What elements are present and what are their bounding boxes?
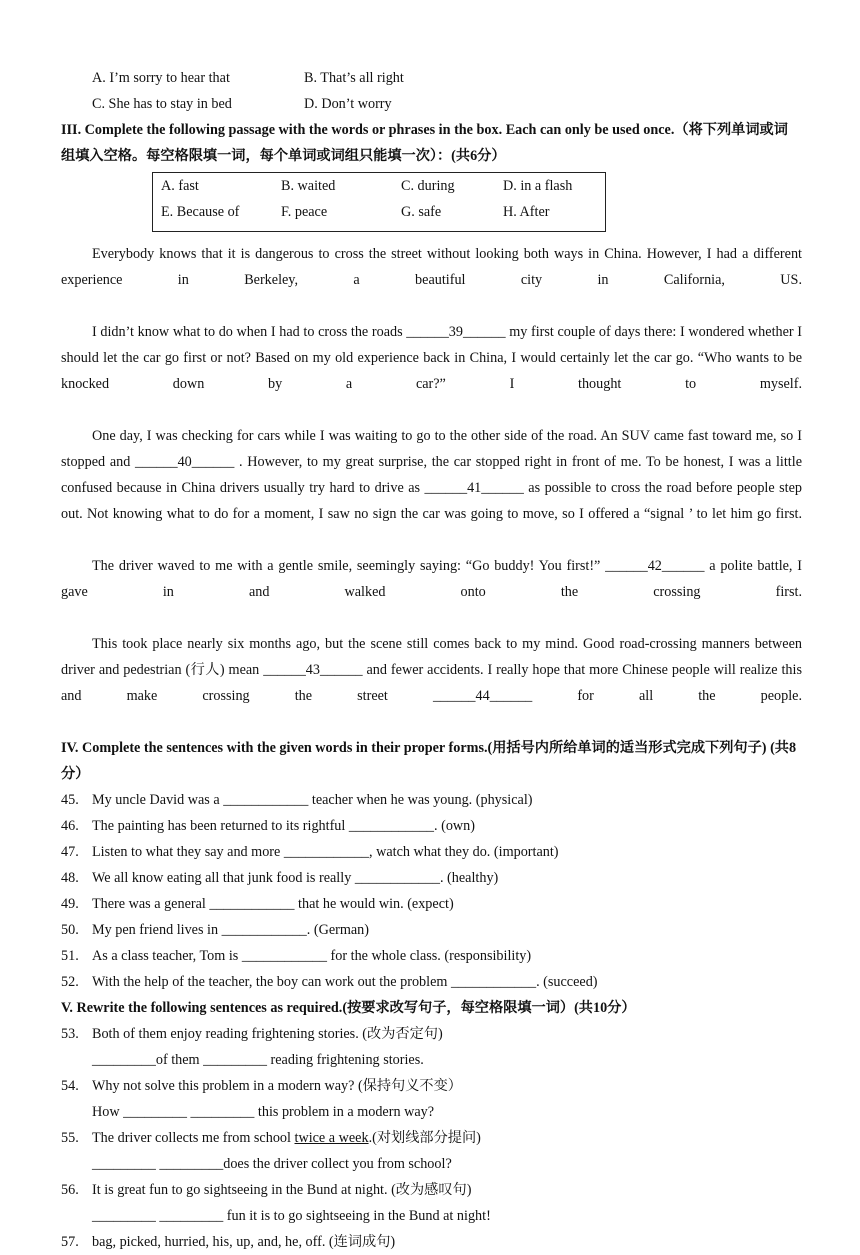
- question-54-answer: How _________ _________ this problem in a modern way?: [92, 1104, 435, 1120]
- question-47: [61, 839, 802, 865]
- question-text: Both of them enjoy reading frightening stories. (改为否定句): [92, 1026, 443, 1042]
- options-row-2: [61, 91, 802, 117]
- question-52: [61, 969, 802, 995]
- question-46: [61, 813, 802, 839]
- option-c: C. She has to stay in bed: [92, 96, 232, 112]
- word-b: B. waited: [281, 178, 336, 194]
- question-number: 56.: [61, 1182, 79, 1198]
- question-53: [61, 1021, 802, 1047]
- question-number: 51.: [61, 948, 79, 964]
- question-text: The painting has been returned to its rightful ____________. (own): [92, 818, 475, 834]
- question-number: 54.: [61, 1078, 79, 1094]
- question-text: With the help of the teacher, the boy can work out the problem ____________. (succeed): [92, 974, 598, 990]
- question-text: We all know eating all that junk food is really ____________. (healthy): [92, 870, 499, 886]
- passage-paragraph-4: The driver waved to me with a gentle smile, seemingly saying: “Go buddy! You first!” ______42______ a polite battle, I gave in and walked onto the crossing first.: [61, 558, 802, 600]
- question-text: Why not solve this problem in a modern way? (保持句义不变）: [92, 1078, 462, 1094]
- passage-paragraph-3: One day, I was checking for cars while I was waiting to go to the other side of the road. An SUV came fast toward me, so I stopped and ______40______ . However, to my great surprise, the car stopped right in front of me. To be honest, I was a little confused because in China drivers usually try hard to drive as ______41______ as possible to cross the road before people step out. Not knowing what to do for a moment, I saw no sign the car was going to move, so I offered a “signal ’ to let him go first.: [61, 428, 802, 522]
- question-number: 47.: [61, 844, 79, 860]
- question-54: [61, 1073, 802, 1099]
- question-number: 52.: [61, 974, 79, 990]
- question-text: My uncle David was a ____________ teacher when he was young. (physical): [92, 792, 533, 808]
- question-number: 57.: [61, 1234, 79, 1250]
- word-box: [152, 172, 606, 232]
- question-text: Listen to what they say and more ____________, watch what they do. (important): [92, 844, 559, 860]
- question-number: 48.: [61, 870, 79, 886]
- question-45: [61, 787, 802, 813]
- word-c: C. during: [401, 178, 455, 194]
- question-text: My pen friend lives in ____________. (German): [92, 922, 369, 938]
- question-49: [61, 891, 802, 917]
- question-56-answer: _________ _________ fun it is to go sightseeing in the Bund at night!: [92, 1208, 491, 1224]
- question-number: 49.: [61, 896, 79, 912]
- word-box-wrapper: [61, 169, 802, 241]
- option-a: A. I’m sorry to hear that: [92, 70, 230, 86]
- passage-paragraph-1: Everybody knows that it is dangerous to cross the street without looking both ways in China. However, I had a different experience in Berkeley, a beautiful city in California, US.: [61, 246, 802, 288]
- question-text: bag, picked, hurried, his, up, and, he, off. (连词成句): [92, 1234, 396, 1250]
- passage-paragraph-5: This took place nearly six months ago, but the scene still comes back to my mind. Good road-crossing manners between driver and pedestrian (行人) mean ______43______ and fewer accidents. I really hope that more Chinese people will realize this and make crossing the street ______44______ for all the people.: [61, 636, 802, 704]
- word-d: D. in a flash: [503, 178, 573, 194]
- word-box-row-1: [161, 173, 605, 199]
- question-text: As a class teacher, Tom is ____________ for the whole class. (responsibility): [92, 948, 532, 964]
- word-box-row-2: [161, 199, 605, 225]
- word-a: A. fast: [161, 178, 199, 194]
- question-number: 45.: [61, 792, 79, 808]
- question-51: [61, 943, 802, 969]
- section-4-heading: IV. Complete the sentences with the given words in their proper forms.(用括号内所给单词的适当形式完成下列句子) (共8分）: [61, 740, 797, 782]
- question-number: 50.: [61, 922, 79, 938]
- option-b: B. That’s all right: [304, 70, 404, 86]
- question-number: 53.: [61, 1026, 79, 1042]
- question-53-answer: _________of them _________ reading frightening stories.: [92, 1052, 424, 1068]
- question-number: 46.: [61, 818, 79, 834]
- word-f: F. peace: [281, 204, 328, 220]
- question-text: There was a general ____________ that he would win. (expect): [92, 896, 454, 912]
- question-48: [61, 865, 802, 891]
- question-57: [61, 1229, 802, 1255]
- question-55: [61, 1125, 802, 1151]
- question-56: [61, 1177, 802, 1203]
- section-5-heading: V. Rewrite the following sentences as required.(按要求改写句子，每空格限填一词）(共10分）: [61, 1000, 636, 1016]
- question-50: [61, 917, 802, 943]
- exam-page: [61, 65, 802, 1255]
- option-d: D. Don’t worry: [304, 96, 392, 112]
- word-g: G. safe: [401, 204, 442, 220]
- options-row-1: [61, 65, 802, 91]
- passage-paragraph-2: I didn’t know what to do when I had to cross the roads ______39______ my first couple of days there: I wondered whether I should let the car go first or not? Based on my old experience back in China, I would certainly let the car go. “Who wants to be knocked down by a car?” I thought to myself.: [61, 324, 802, 392]
- word-e: E. Because of: [161, 204, 240, 220]
- question-text: It is great fun to go sightseeing in the Bund at night. (改为感叹句): [92, 1182, 472, 1198]
- section-3-heading: III. Complete the following passage with the words or phrases in the box. Each can only be used once.（将下列单词或词组填入空格。每空格限填一词，每个单词或词组只能填一次）：(共6分）: [61, 122, 788, 164]
- underlined-phrase: twice a week: [294, 1130, 369, 1146]
- question-number: 55.: [61, 1130, 79, 1146]
- question-55-answer: _________ _________does the driver collect you from school?: [92, 1156, 452, 1172]
- question-text-after: .(对划线部分提问): [368, 1130, 481, 1146]
- word-h: H. After: [503, 204, 550, 220]
- question-text-before: The driver collects me from school: [92, 1130, 295, 1146]
